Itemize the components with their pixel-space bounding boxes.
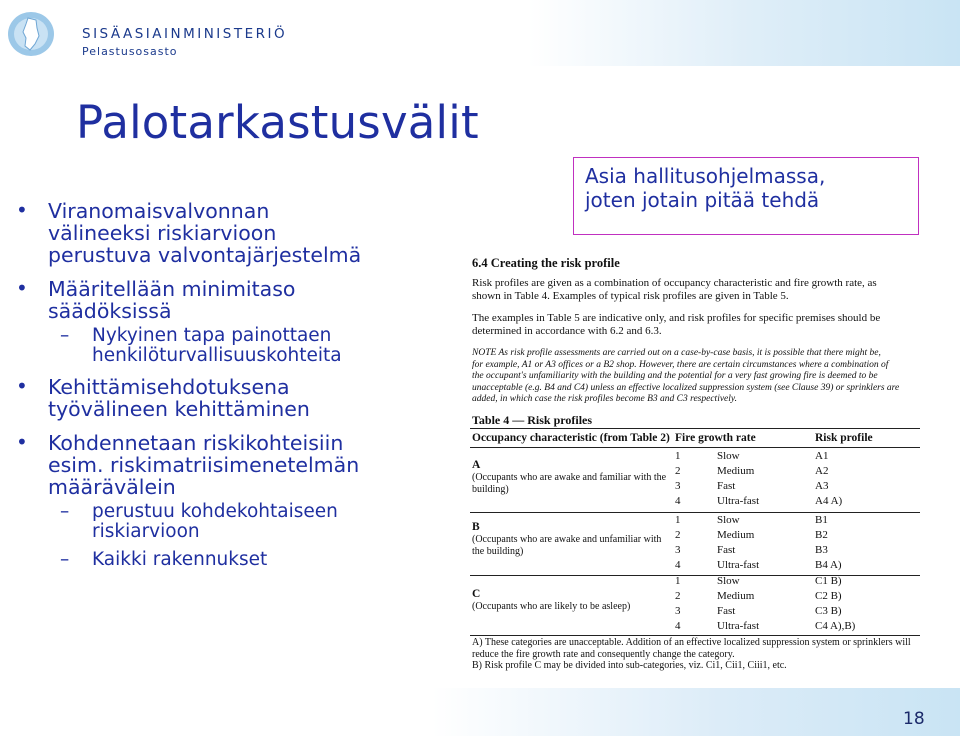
table-cell: Fast bbox=[717, 544, 736, 556]
table-cell: Slow bbox=[717, 575, 740, 587]
table-cell: 3 bbox=[675, 605, 681, 617]
page-number: 18 bbox=[903, 709, 925, 729]
dash-icon: – bbox=[60, 549, 70, 570]
bullet-item: • Määritellään minimitaso säädöksissä bbox=[16, 276, 296, 323]
table-cell: 3 bbox=[675, 544, 681, 556]
bullet-dot-icon: • bbox=[16, 276, 28, 300]
table-rule bbox=[470, 635, 920, 636]
table-cell: B4 A) bbox=[815, 559, 842, 571]
table-cell: 2 bbox=[675, 465, 681, 477]
table-rule bbox=[470, 575, 920, 576]
table-cell: B1 bbox=[815, 514, 828, 526]
table-cell: A3 bbox=[815, 480, 829, 492]
table-cell: 2 bbox=[675, 590, 681, 602]
table-cell: B2 bbox=[815, 529, 828, 541]
table-cell: Ultra-fast bbox=[717, 495, 760, 507]
doc-paragraph: The examples in Table 5 are indicative only, and risk profiles for specific premises should be determined in accordance with 6.2 and 6.3. bbox=[472, 312, 881, 337]
callout-line: joten jotain pitää tehdä bbox=[585, 188, 820, 212]
table-cell: Ultra-fast bbox=[717, 620, 760, 632]
doc-heading: 6.4 Creating the risk profile bbox=[472, 256, 620, 270]
table-cell: Slow bbox=[717, 514, 740, 526]
table-cell: C1 B) bbox=[815, 575, 842, 587]
sub-bullet-item: – Kaikki rakennukset bbox=[60, 549, 268, 570]
table-cell: C3 B) bbox=[815, 605, 842, 617]
occupancy-group: B (Occupants who are awake and unfamiliar with the building) bbox=[472, 521, 662, 557]
doc-paragraph: Risk profiles are given as a combination of occupancy characteristic and fire growth rate, as shown in Table 4. Examples of typical risk profiles are given in Table 5. bbox=[472, 277, 877, 302]
table-cell: A1 bbox=[815, 450, 829, 462]
table-cell: A4 A) bbox=[815, 495, 843, 507]
column-header: Fire growth rate bbox=[675, 432, 756, 444]
table-cell: 1 bbox=[675, 575, 681, 587]
table-cell: Medium bbox=[717, 529, 755, 541]
table-cell: 4 bbox=[675, 495, 681, 507]
ministry-name: SISÄASIAINMINISTERIÖ bbox=[82, 26, 288, 42]
table-cell: Medium bbox=[717, 465, 755, 477]
table-cell: C4 A),B) bbox=[815, 620, 856, 632]
ministry-logo-icon bbox=[6, 10, 56, 58]
table-cell: 2 bbox=[675, 529, 681, 541]
slide-title: Palotarkastusvälit bbox=[76, 96, 479, 149]
table-rule bbox=[470, 428, 920, 429]
table-cell: 3 bbox=[675, 480, 681, 492]
column-header: Occupancy characteristic (from Table 2) bbox=[472, 432, 670, 444]
table-cell: B3 bbox=[815, 544, 828, 556]
table-cell: 1 bbox=[675, 450, 681, 462]
occupancy-group: A (Occupants who are awake and familiar with the building) bbox=[472, 459, 667, 495]
bullet-dot-icon: • bbox=[16, 374, 28, 398]
sub-bullet-item: – perustuu kohdekohtaiseen riskiarvioon bbox=[60, 501, 338, 542]
table-cell: 1 bbox=[675, 514, 681, 526]
doc-note: NOTE As risk profile assessments are carried out on a case-by-case basis, it is possible that there might be, for example, A1 or A3 offices or a B2 shop. However, there are certain circumstances where a combination of the occupant's unfamiliarity with the building and the potential for a very fast growing fire is deemed to be unacceptable (e.g. B4 and C4) unless an effective localized suppression system (see Clause 39) or sprinklers are added, in which case the risk profiles become B3 and C3 respectively. bbox=[472, 348, 900, 404]
bullet-dot-icon: • bbox=[16, 198, 28, 222]
table-cell: Fast bbox=[717, 605, 736, 617]
sub-bullet-item: – Nykyinen tapa painottaen henkilöturvallisuuskohteita bbox=[60, 325, 342, 366]
callout-box bbox=[573, 157, 919, 235]
department-name: Pelastusosasto bbox=[82, 45, 178, 58]
table-cell: C2 B) bbox=[815, 590, 842, 602]
dash-icon: – bbox=[60, 501, 70, 522]
occupancy-group: C (Occupants who are likely to be asleep) bbox=[472, 588, 631, 612]
table-cell: Slow bbox=[717, 450, 740, 462]
dash-icon: – bbox=[60, 325, 70, 346]
footer-band bbox=[0, 688, 960, 736]
table-cell: 4 bbox=[675, 620, 681, 632]
table-cell: Medium bbox=[717, 590, 755, 602]
table-cell: A2 bbox=[815, 465, 829, 477]
table-rule bbox=[470, 512, 920, 513]
table-cell: 4 bbox=[675, 559, 681, 571]
table-footnote: A) These categories are unacceptable. Addition of an effective localized suppression system or sprinklers will reduce the fire growth rate and consequently change the category. B) Risk profile C may be divided into sub-categories, viz. Ci1, Cii1, Ciii1, etc. bbox=[472, 637, 911, 671]
callout-line: Asia hallitusohjelmassa, bbox=[585, 164, 826, 188]
table-rule bbox=[470, 447, 920, 448]
bullet-item: • Kohdennetaan riskikohteisiin esim. riskimatriisimenetelmän määrävälein bbox=[16, 430, 360, 499]
bullet-dot-icon: • bbox=[16, 430, 28, 454]
column-header: Risk profile bbox=[815, 432, 873, 444]
bullet-list bbox=[16, 200, 446, 580]
bullet-item: • Kehittämisehdotuksena työvälineen kehittäminen bbox=[16, 374, 310, 421]
table-title: Table 4 — Risk profiles bbox=[472, 413, 593, 427]
table-cell: Ultra-fast bbox=[717, 559, 760, 571]
bullet-item: • Viranomaisvalvonnan välineeksi riskiarvioon perustuva valvontajärjestelmä bbox=[16, 198, 362, 267]
scanned-standard-excerpt bbox=[465, 250, 925, 680]
table-cell: Fast bbox=[717, 480, 736, 492]
